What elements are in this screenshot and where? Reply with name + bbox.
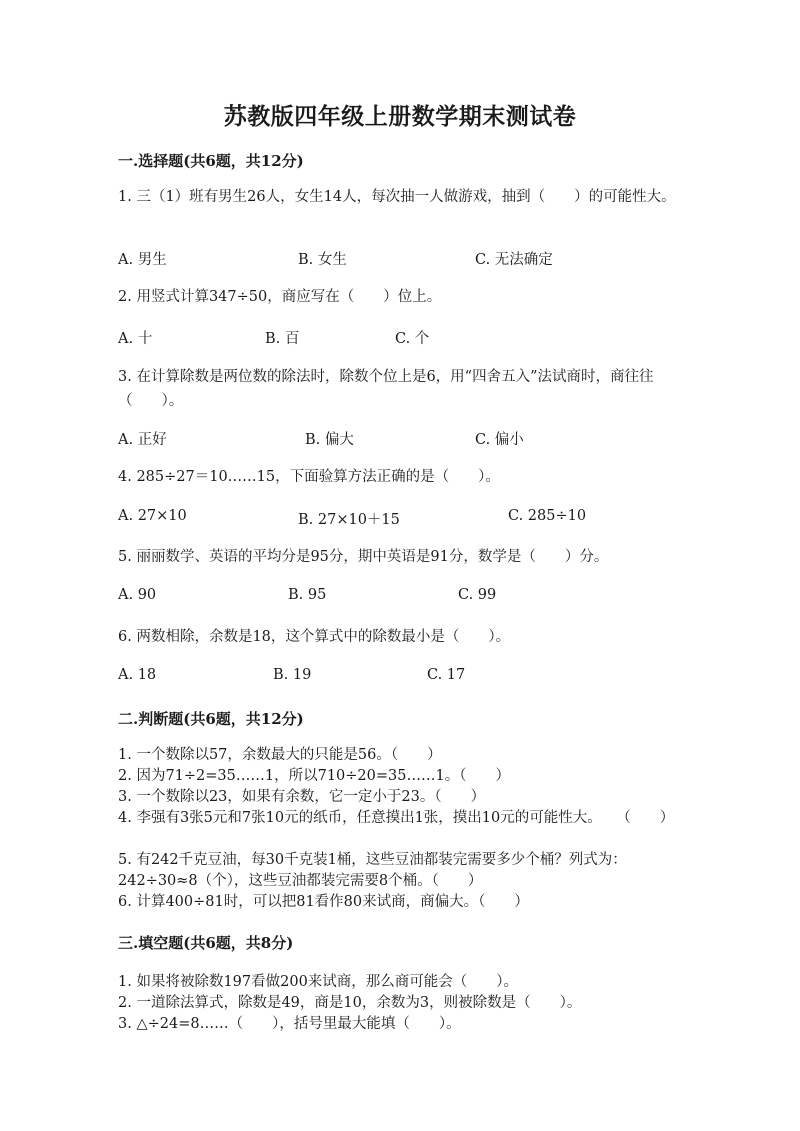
question-5: 5. 丽丽数学、英语的平均分是95分，期中英语是91分，数学是（ ）分。 xyxy=(118,549,609,565)
option-b: B. 偏大 xyxy=(305,432,354,448)
judgement-2: 2. 因为71÷2=35……1，所以710÷20=35……1。（ ） xyxy=(118,768,510,784)
question-3: 3. 在计算除数是两位数的除法时，除数个位上是6，用“四舍五入”法试商时，商往往（ ）。 xyxy=(118,369,654,409)
question-4-options xyxy=(118,508,718,530)
fill-1: 1. 如果将被除数197看做200来试商，那么商可能会（ ）。 xyxy=(118,974,519,990)
question-1-options xyxy=(118,248,718,270)
section-heading-choice: 一.选择题(共6题，共12分) xyxy=(118,152,304,170)
section-heading-fill: 三.填空题(共6题，共8分) xyxy=(118,934,294,952)
question-2-options xyxy=(118,327,718,349)
question-3-options xyxy=(118,428,718,450)
judgement-6: 6. 计算400÷81时，可以把81看作80来试商，商偏大。（ ） xyxy=(118,894,529,910)
section-heading-judgement: 二.判断题(共6题，共12分) xyxy=(118,710,304,728)
judgement-3: 3. 一个数除以23，如果有余数，它一定小于23。（ ） xyxy=(118,789,486,805)
option-a: A. 正好 xyxy=(118,432,167,448)
option-a: A. 18 xyxy=(118,667,157,683)
option-c: C. 个 xyxy=(395,331,430,347)
page-title: 苏教版四年级上册数学期末测试卷 xyxy=(223,103,577,130)
option-b: B. 95 xyxy=(288,587,327,603)
option-c: C. 偏小 xyxy=(475,432,524,448)
option-b: B. 19 xyxy=(273,667,312,683)
option-a: A. 90 xyxy=(118,587,157,603)
question-4: 4. 285÷27＝10……15，下面验算方法正确的是（ ）。 xyxy=(118,469,500,485)
question-6-options xyxy=(118,667,718,689)
question-5-options xyxy=(118,587,718,609)
question-6: 6. 两数相除，余数是18，这个算式中的除数最小是（ ）。 xyxy=(118,629,511,645)
option-b: B. 27×10＋15 xyxy=(298,512,400,528)
option-b: B. 百 xyxy=(265,331,300,347)
option-b: B. 女生 xyxy=(298,252,347,268)
fill-3: 3. △÷24=8……（ ），括号里最大能填（ ）。 xyxy=(118,1016,461,1032)
option-c: C. 无法确定 xyxy=(475,252,553,268)
option-a: A. 27×10 xyxy=(118,508,187,524)
option-c: C. 17 xyxy=(427,667,466,683)
fill-2: 2. 一道除法算式，除数是49，商是10，余数为3，则被除数是（ ）。 xyxy=(118,995,582,1011)
judgement-1: 1. 一个数除以57，余数最大的只能是56。（ ） xyxy=(118,747,442,763)
option-c: C. 99 xyxy=(458,587,497,603)
question-1: 1. 三（1）班有男生26人，女生14人，每次抽一人做游戏，抽到（ ）的可能性大。 xyxy=(118,189,676,205)
option-a: A. 男生 xyxy=(118,252,167,268)
option-c: C. 285÷10 xyxy=(508,508,587,524)
question-2: 2. 用竖式计算347÷50，商应写在（ ）位上。 xyxy=(118,289,442,305)
option-a: A. 十 xyxy=(118,331,153,347)
judgement-4: 4. 李强有3张5元和7张10元的纸币，任意摸出1张，摸出10元的可能性大。 （ ） xyxy=(118,810,675,826)
judgement-5: 5. 有242千克豆油，每30千克装1桶，这些豆油都装完需要多少个桶？列式为：242÷30≈8（个），这些豆油都装完需要8个桶。（ ） xyxy=(118,852,627,889)
